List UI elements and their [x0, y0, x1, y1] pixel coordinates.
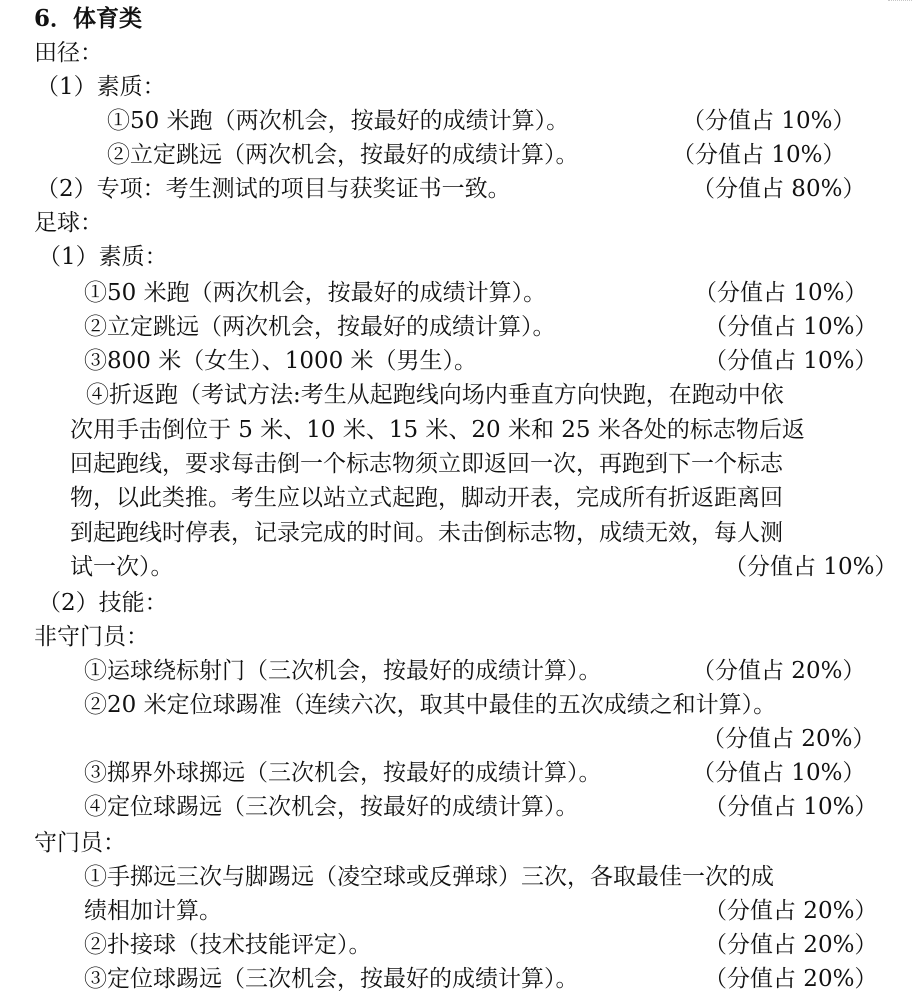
athletics-item-2 [0, 138, 912, 172]
goalkeeper-label: 守门员： [34, 830, 126, 856]
football-quality-item-2-text: ②立定跳远（两次机会，按最好的成绩计算）。 [84, 314, 556, 340]
shuttle-run-line-4 [0, 481, 912, 515]
shuttle-run-line-2 [0, 413, 912, 447]
football-quality-item-3-text: ③800 米（女生）、1000 米（男生）。 [84, 348, 478, 374]
athletics-label: 田径： [34, 40, 103, 66]
goalkeeper-item-1-score: （分值占 20%） [704, 898, 878, 924]
athletics-item-1 [0, 104, 912, 138]
field-player-item-3-score: （分值占 10%） [692, 760, 866, 786]
athletics-special-score: （分值占 80%） [692, 176, 866, 202]
shuttle-run-text-2: 次用手击倒位于 5 米、10 米、15 米、20 米和 25 米各处的标志物后返 [70, 417, 805, 443]
shuttle-run-line-1 [0, 378, 912, 412]
football-quality-item-2-score: （分值占 10%） [704, 314, 878, 340]
football-skill-row [0, 586, 912, 620]
goalkeeper-item-2 [0, 928, 912, 962]
shuttle-run-text-4: 物，以此类推。考生应以站立式起跑，脚动开表，完成所有折返距离回 [70, 485, 783, 511]
goalkeeper-item-1-text-2: 绩相加计算。 [84, 898, 222, 924]
shuttle-run-line-5 [0, 516, 912, 550]
field-player-item-2 [0, 688, 912, 722]
football-quality-label: （1）素质： [38, 244, 168, 270]
football-quality-item-3 [0, 344, 912, 378]
football-quality-row [0, 240, 912, 274]
football-quality-item-1 [0, 276, 912, 310]
athletics-special-row [0, 172, 912, 206]
athletics-item-1-text: ①50 米跑（两次机会，按最好的成绩计算）。 [107, 108, 570, 134]
field-player-item-2-score-row [0, 722, 912, 756]
shuttle-run-text-1: ④折返跑（考试方法:考生从起跑线向场内垂直方向快跑，在跑动中依 [86, 382, 784, 408]
goalkeeper-row [0, 826, 912, 860]
field-player-item-1 [0, 654, 912, 688]
football-quality-item-3-score: （分值占 10%） [704, 348, 878, 374]
goalkeeper-item-1-cont [0, 894, 912, 928]
field-player-item-4-score: （分值占 10%） [704, 794, 878, 820]
athletics-heading-row [0, 36, 912, 70]
shuttle-run-text-6: 试一次）。 [70, 554, 174, 580]
athletics-item-2-text: ②立定跳远（两次机会，按最好的成绩计算）。 [107, 142, 579, 168]
field-player-item-2-score: （分值占 20%） [702, 726, 876, 752]
field-player-item-4-text: ④定位球踢远（三次机会，按最好的成绩计算）。 [84, 794, 579, 820]
football-quality-item-1-score: （分值占 10%） [694, 280, 868, 306]
athletics-quality-label: （1）素质： [36, 74, 166, 100]
goalkeeper-item-3 [0, 962, 912, 996]
field-player-item-1-score: （分值占 20%） [692, 658, 866, 684]
football-skill-label: （2）技能： [38, 590, 168, 616]
shuttle-run-text-5: 到起跑线时停表，记录完成的时间。未击倒标志物，成绩无效，每人测 [70, 520, 783, 546]
athletics-quality-row [0, 70, 912, 104]
football-label: 足球： [34, 210, 103, 236]
field-player-item-3 [0, 756, 912, 790]
athletics-special-text: （2）专项：考生测试的项目与获奖证书一致。 [36, 176, 511, 202]
goalkeeper-item-1 [0, 860, 912, 894]
goalkeeper-item-1-text-1: ①手掷远三次与脚踢远（凌空球或反弹球）三次，各取最佳一次的成 [84, 864, 774, 890]
field-player-row [0, 620, 912, 654]
athletics-item-2-score: （分值占 10%） [672, 142, 846, 168]
section-title: 6．体育类 [34, 5, 143, 32]
shuttle-run-line-6 [0, 550, 912, 584]
field-player-item-2-text: ②20 米定位球踢准（连续六次，取其中最佳的五次成绩之和计算）。 [84, 692, 777, 718]
field-player-item-1-text: ①运球绕标射门（三次机会，按最好的成绩计算）。 [84, 658, 602, 684]
field-player-label: 非守门员： [34, 624, 149, 650]
goalkeeper-item-2-score: （分值占 20%） [704, 932, 878, 958]
goalkeeper-item-3-text: ③定位球踢远（三次机会，按最好的成绩计算）。 [84, 966, 579, 992]
football-heading-row [0, 206, 912, 240]
shuttle-run-text-3: 回起跑线，要求每击倒一个标志物须立即返回一次，再跑到下一个标志 [70, 451, 783, 477]
shuttle-run-line-3 [0, 447, 912, 481]
goalkeeper-item-3-score: （分值占 20%） [704, 966, 878, 992]
football-quality-item-2 [0, 310, 912, 344]
shuttle-run-score: （分值占 10%） [724, 554, 898, 580]
goalkeeper-item-2-text: ②扑接球（技术技能评定）。 [84, 932, 372, 958]
field-player-item-3-text: ③掷界外球掷远（三次机会，按最好的成绩计算）。 [84, 760, 602, 786]
section-title-row [0, 2, 912, 36]
field-player-item-4 [0, 790, 912, 824]
athletics-item-1-score: （分值占 10%） [682, 108, 856, 134]
football-quality-item-1-text: ①50 米跑（两次机会，按最好的成绩计算）。 [84, 280, 547, 306]
